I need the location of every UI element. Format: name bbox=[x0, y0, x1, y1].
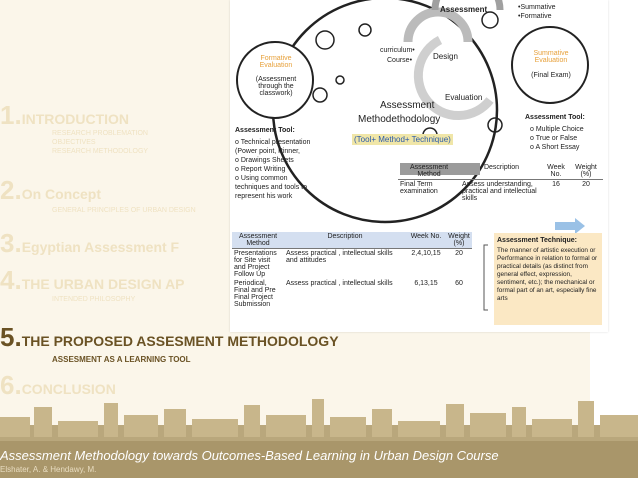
tool-left-list bbox=[235, 138, 320, 201]
toc-title: Egyptian Assessment F bbox=[21, 239, 180, 255]
table-cell: 2,4,10,15 bbox=[411, 250, 441, 257]
table-cell: 20 bbox=[455, 250, 463, 257]
toc-title: CONCLUSION bbox=[21, 381, 116, 397]
toc-item-1 bbox=[0, 100, 129, 131]
table-row bbox=[398, 180, 603, 204]
table-header-cell: Week No. bbox=[406, 232, 446, 249]
tool-left-item: o Using common techniques and tools to represent his work bbox=[235, 175, 307, 200]
technique-box bbox=[494, 233, 602, 325]
summative-list-item: •Formative bbox=[518, 13, 552, 20]
table-header-cell: Description bbox=[460, 163, 543, 180]
table-header-cell: Week No. bbox=[543, 163, 569, 180]
tool-right-title: Assessment Tool: bbox=[525, 114, 585, 121]
table-cell: 16 bbox=[552, 181, 560, 188]
assessment-diagram bbox=[230, 0, 608, 332]
arrow-right bbox=[555, 218, 585, 234]
formative-desc: (Assessment through the classwork) bbox=[255, 76, 297, 97]
toc-subitem: GENERAL PRINCIPLES OF URBAN DESIGN bbox=[52, 207, 196, 214]
small-circle bbox=[313, 88, 327, 102]
tool-left-title: Assessment Tool: bbox=[235, 127, 295, 134]
toc-title: INTRODUCTION bbox=[21, 111, 130, 127]
final-exam-table bbox=[398, 163, 603, 203]
summative-circle bbox=[512, 27, 588, 103]
toc-subitem: INTENDED PHILOSOPHY bbox=[52, 296, 136, 303]
small-circle bbox=[336, 76, 344, 84]
formative-title: Formative Evaluation bbox=[259, 55, 293, 69]
table-header-row bbox=[398, 163, 603, 180]
assessment-label: Assessment bbox=[440, 5, 488, 14]
tool-left-item: o Drawings Sheets bbox=[235, 157, 294, 164]
footer-authors: Elshater, A. & Hendawy, M. bbox=[0, 465, 97, 474]
table-cell: Assess practical , intellectual skills and attitudes bbox=[286, 250, 393, 264]
table-header-cell: Weight (%) bbox=[569, 163, 603, 180]
summative-title: Summative Evaluation bbox=[533, 50, 569, 64]
small-circle bbox=[482, 12, 498, 28]
summative-desc: (Final Exam) bbox=[531, 72, 571, 79]
methodology-subtitle: Methodethodology bbox=[358, 114, 441, 125]
toc-number: 6. bbox=[0, 370, 22, 400]
table-header-cell: Assessment Method bbox=[398, 163, 460, 180]
table-cell: Presentations for Site visit and Project Follow Up bbox=[234, 250, 277, 278]
evaluation-label: Evaluation bbox=[445, 93, 483, 102]
curriculum-list-item: Course• bbox=[387, 57, 413, 64]
table-cell: Periodical, Final and Pre Final Project Submission bbox=[234, 280, 276, 308]
small-circle bbox=[359, 24, 371, 36]
methodology-formula: (Tool+ Method+ Technique) bbox=[354, 135, 451, 144]
toc-number: 3. bbox=[0, 228, 22, 258]
footer-title: Assessment Methodology towards Outcomes-Based Learning in Urban Design Course bbox=[0, 448, 499, 463]
tool-left-item: o Report Writing bbox=[235, 166, 286, 173]
design-label: Design bbox=[433, 52, 458, 61]
small-circle bbox=[316, 31, 334, 49]
toc-subitem: RESEARCH PROBLEMATION bbox=[52, 130, 148, 137]
summative-list-item: •Summative bbox=[518, 4, 556, 11]
table-cell: 6,13,15 bbox=[414, 280, 438, 287]
methodology-title: Assessment bbox=[380, 100, 435, 111]
tool-right-list bbox=[530, 125, 584, 152]
technique-text: The manner of artistic execution or Performance in relation to formal or practical details (as distinct from general effect, expression, sentiment, etc.); the mechanical or formal part of an art, especially fine arts bbox=[497, 247, 598, 302]
toc-number: 2. bbox=[0, 175, 22, 205]
table-header-cell: Assessment Method bbox=[232, 232, 284, 249]
table-row bbox=[232, 249, 472, 280]
toc-item-3 bbox=[0, 228, 179, 259]
toc-subitem: ASSESMENT AS A LEARNING TOOL bbox=[52, 355, 191, 364]
bracket bbox=[484, 245, 488, 310]
table-cell: 20 bbox=[582, 181, 590, 188]
toc-number: 5. bbox=[0, 322, 22, 352]
table-cell: Assess practical , intellectual skills bbox=[286, 280, 393, 287]
tool-right-item: o A Short Essay bbox=[530, 144, 580, 151]
toc-title: THE URBAN DESIGN AP bbox=[21, 276, 185, 292]
table-header-row bbox=[232, 232, 472, 249]
toc-number: 4. bbox=[0, 265, 22, 295]
toc-subitem: OBJECTIVES bbox=[52, 139, 96, 146]
tool-left-item: o Technical presentation (Power point, Pinner, bbox=[235, 139, 311, 155]
table-row bbox=[232, 279, 472, 309]
table-header-cell: Description bbox=[284, 232, 406, 249]
curriculum-list-item: curriculum• bbox=[380, 47, 415, 54]
coursework-table bbox=[232, 232, 472, 309]
toc-title: On Concept bbox=[21, 186, 102, 202]
tool-right-item: o Multiple Choice bbox=[530, 126, 584, 133]
tool-right-item: o True or False bbox=[530, 135, 578, 142]
technique-title: Assessment Technique: bbox=[497, 237, 578, 244]
toc-item-4 bbox=[0, 265, 185, 296]
table-cell: Final Term examination bbox=[400, 181, 438, 195]
toc-item-2 bbox=[0, 175, 101, 206]
table-header-cell: Weight (%) bbox=[446, 232, 472, 249]
table-cell: 60 bbox=[455, 280, 463, 287]
toc-title: THE PROPOSED ASSESMENT METHODOLOGY bbox=[21, 333, 339, 349]
table-cell: Assess understanding, practical and intellectual skills bbox=[462, 181, 537, 202]
toc-number: 1. bbox=[0, 100, 22, 130]
toc-subitem: RESEARCH METHODOLOGY bbox=[52, 148, 149, 155]
